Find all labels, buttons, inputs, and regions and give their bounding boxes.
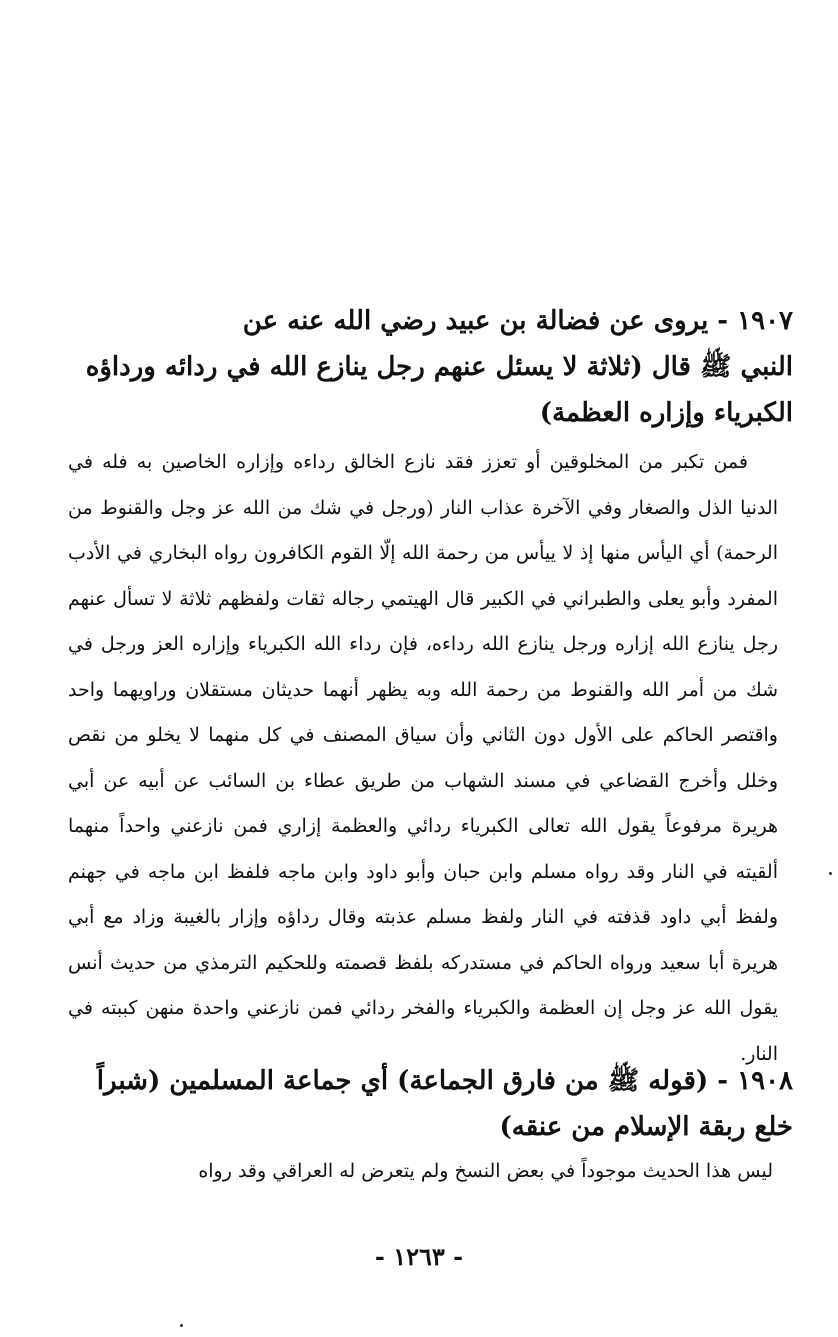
commentary-1907 — [68, 440, 778, 1077]
hadith-1908-line-1 — [60, 1058, 793, 1104]
hadith-1907-text-1: يروى عن فضالة بن عبيد رضي الله عنه عن — [242, 306, 709, 336]
hadith-1907-line-1 — [60, 298, 793, 344]
hadith-1907-number: ١٩٠٧ - — [717, 306, 793, 336]
hadith-1907-line-3: الكبرياء وإزاره العظمة) — [539, 398, 793, 428]
commentary-1908: ليس هذا الحديث موجوداً في بعض النسخ ولم يتعرض له العراقي وقد رواه — [198, 1160, 773, 1182]
hadith-1908-text-1: (قوله ﷺ من فارق الجماعة) أي جماعة المسلمين (شبراً — [96, 1066, 709, 1096]
hadith-1908-number: ١٩٠٨ - — [717, 1066, 793, 1096]
scan-speck — [180, 1324, 183, 1327]
scan-speck — [829, 872, 832, 875]
hadith-1908-line-2: خلع ربقة الإسلام من عنقه) — [499, 1112, 793, 1142]
hadith-1907-line-2: النبي ﷺ قال (ثلاثة لا يسئل عنهم رجل ينازع الله في ردائه ورداؤه — [85, 352, 793, 382]
hadith-1908 — [60, 1058, 793, 1150]
commentary-1907-text: فمن تكبر من المخلوقين أو تعزز فقد نازع الخالق رداءه وإزاره الخاصين به فله في الدنيا الذل والصغار وفي الآخرة عذاب النار (ورجل في شك من الله عز وجل والقنوط من الرحمة) أي اليأس منها إذ لا ييأس من رحمة الله إلّا القوم الكافرون رواه البخاري في الأدب المفرد وأبو يعلى والطبراني في الكبير قال الهيتمي رجاله ثقات ولفظهم ثلاثة لا تسأل عنهم رجل ينازع الله إزاره ورجل ينازع الله رداءه، فإن رداء الله الكبرياء وإزاره العز ورجل في شك من أمر الله والقنوط من رحمة الله وبه يظهر أنهما حديثان مستقلان وراويهما واحد واقتصر الحاكم على الأول دون الثاني وأن سياق المصنف في كل منهما لا يخلو من نقص وخلل وأخرج القضاعي في مسند الشهاب من طريق عطاء بن السائب عن أبيه عن أبي هريرة مرفوعاً يقول الله تعالى الكبرياء ردائي والعظمة إزاري فمن نازعني واحداً منهما ألقيته في النار وقد رواه مسلم وابن حبان وأبو داود وابن ماجه فلفظ ابن ماجه في جهنم ولفظ أبي داود قذفته في النار ولفظ مسلم عذبته وقال رداؤه وإزار بالغيبة وزاد مع أبي هريرة أبا سعيد ورواه الحاكم في مستدركه بلفظ قصمته وللحكيم الترمذي من حديث أنس يقول الله عز وجل إن العظمة والكبرياء والفخر ردائي فمن نازعني واحدة منهن كببته في النار. — [68, 451, 779, 1065]
hadith-1907 — [60, 298, 793, 436]
page-number: - ١٢٦٣ - — [374, 1242, 464, 1271]
